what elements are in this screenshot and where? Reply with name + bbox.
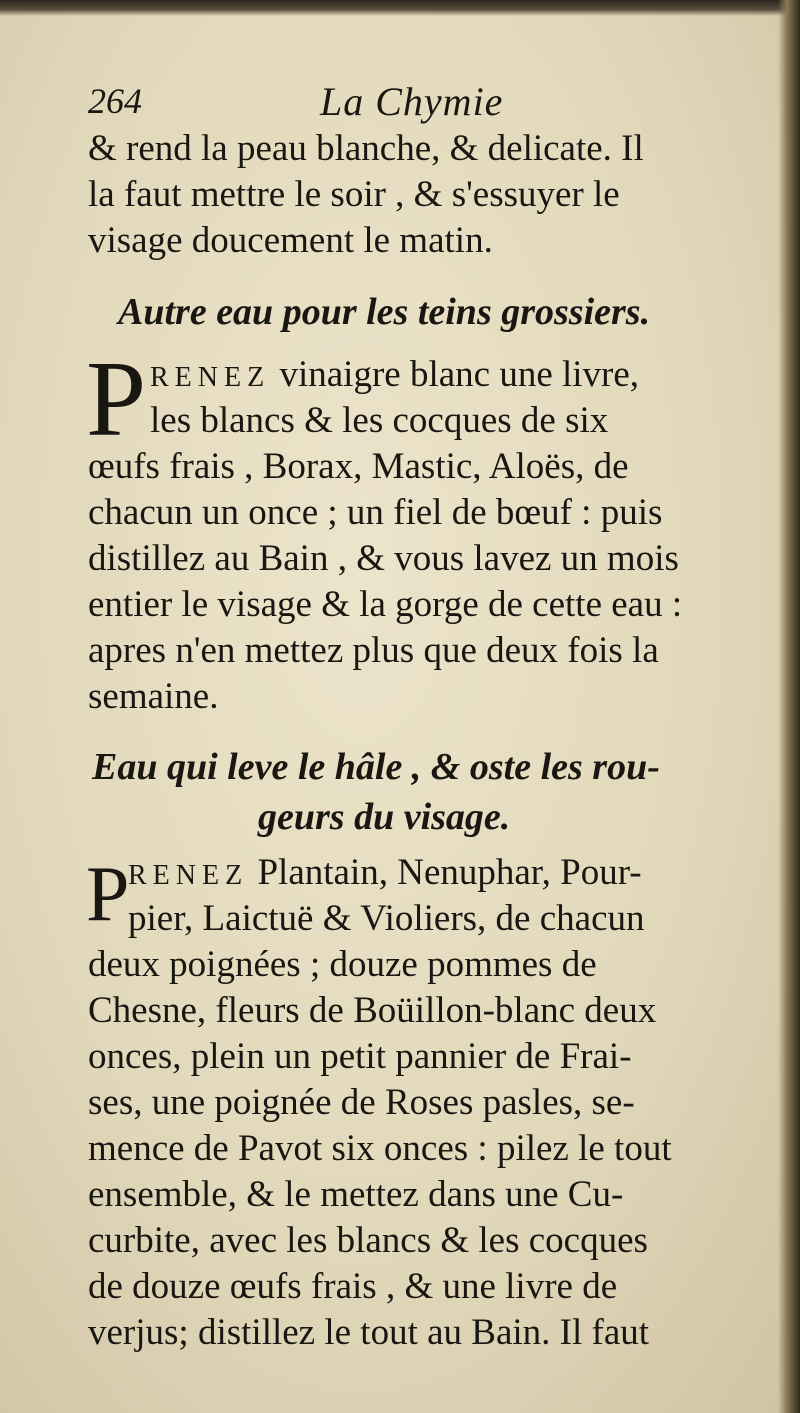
intro-line-2: la faut mettre le soir , & s'essuyer le: [88, 174, 620, 215]
section-2-line-1: [128, 850, 764, 896]
section-2-line-6: ses, une poignée de Roses pasles, se-: [88, 1082, 635, 1123]
section-2-line-8: ensemble, & le mettez dans une Cu-: [88, 1174, 624, 1215]
running-title: La Chymie: [320, 79, 504, 124]
section-1-heading: Autre eau pour les teins grossiers.: [118, 291, 651, 333]
section-2-first-line-rest: Plantain, Nenuphar, Pour-: [257, 852, 642, 893]
intro-line-1: & rend la peau blanche, & delicate. Il: [88, 128, 644, 169]
section-2-heading-line-2: geurs du visage.: [258, 796, 511, 838]
section-2-line-7: mence de Pavot six onces : pilez le tout: [88, 1128, 672, 1169]
page-top-edge: [0, 0, 800, 16]
section-1-line-2: les blancs & les cocques de six: [150, 400, 609, 441]
section-2-line-5: onces, plein un petit pannier de Frai-: [88, 1036, 632, 1077]
book-spine-shadow: [778, 0, 800, 1413]
section-1-line-4: chacun un once ; un fiel de bœuf : puis: [88, 492, 663, 533]
section-2-line-11: verjus; distillez le tout au Bain. Il faut: [88, 1312, 650, 1353]
section-1-line-1: [150, 352, 764, 398]
section-2-drop-cap: P: [86, 850, 130, 937]
section-2-first-word: RENEZ: [128, 860, 249, 891]
section-2-line-10: de douze œufs frais , & une livre de: [88, 1266, 618, 1307]
section-1-line-5: distillez au Bain , & vous lavez un mois: [88, 538, 679, 579]
section-1-drop-cap: P: [86, 340, 147, 459]
section-1-line-7: apres n'en mettez plus que deux fois la: [88, 630, 659, 671]
section-2-line-3: deux poignées ; douze pommes de: [88, 944, 597, 985]
section-1-line-3: œufs frais , Borax, Mastic, Aloës, de: [88, 446, 629, 487]
intro-line-3: visage doucement le matin.: [88, 220, 493, 261]
page-header: [88, 74, 728, 126]
section-2-heading-line-1: Eau qui leve le hâle , & oste les rou-: [92, 746, 660, 788]
section-1-line-6: entier le visage & la gorge de cette eau :: [88, 584, 683, 625]
section-2-line-4: Chesne, fleurs de Boüillon-blanc deux: [88, 990, 657, 1031]
section-1-line-8: semaine.: [88, 676, 219, 717]
section-2-line-2: pier, Laictuë & Violiers, de chacun: [128, 898, 645, 939]
section-1-first-line-rest: vinaigre blanc une livre,: [279, 354, 640, 395]
section-2-line-9: curbite, avec les blancs & les cocques: [88, 1220, 648, 1261]
page-number: 264: [88, 81, 142, 121]
section-1-first-word: RENEZ: [150, 362, 271, 393]
